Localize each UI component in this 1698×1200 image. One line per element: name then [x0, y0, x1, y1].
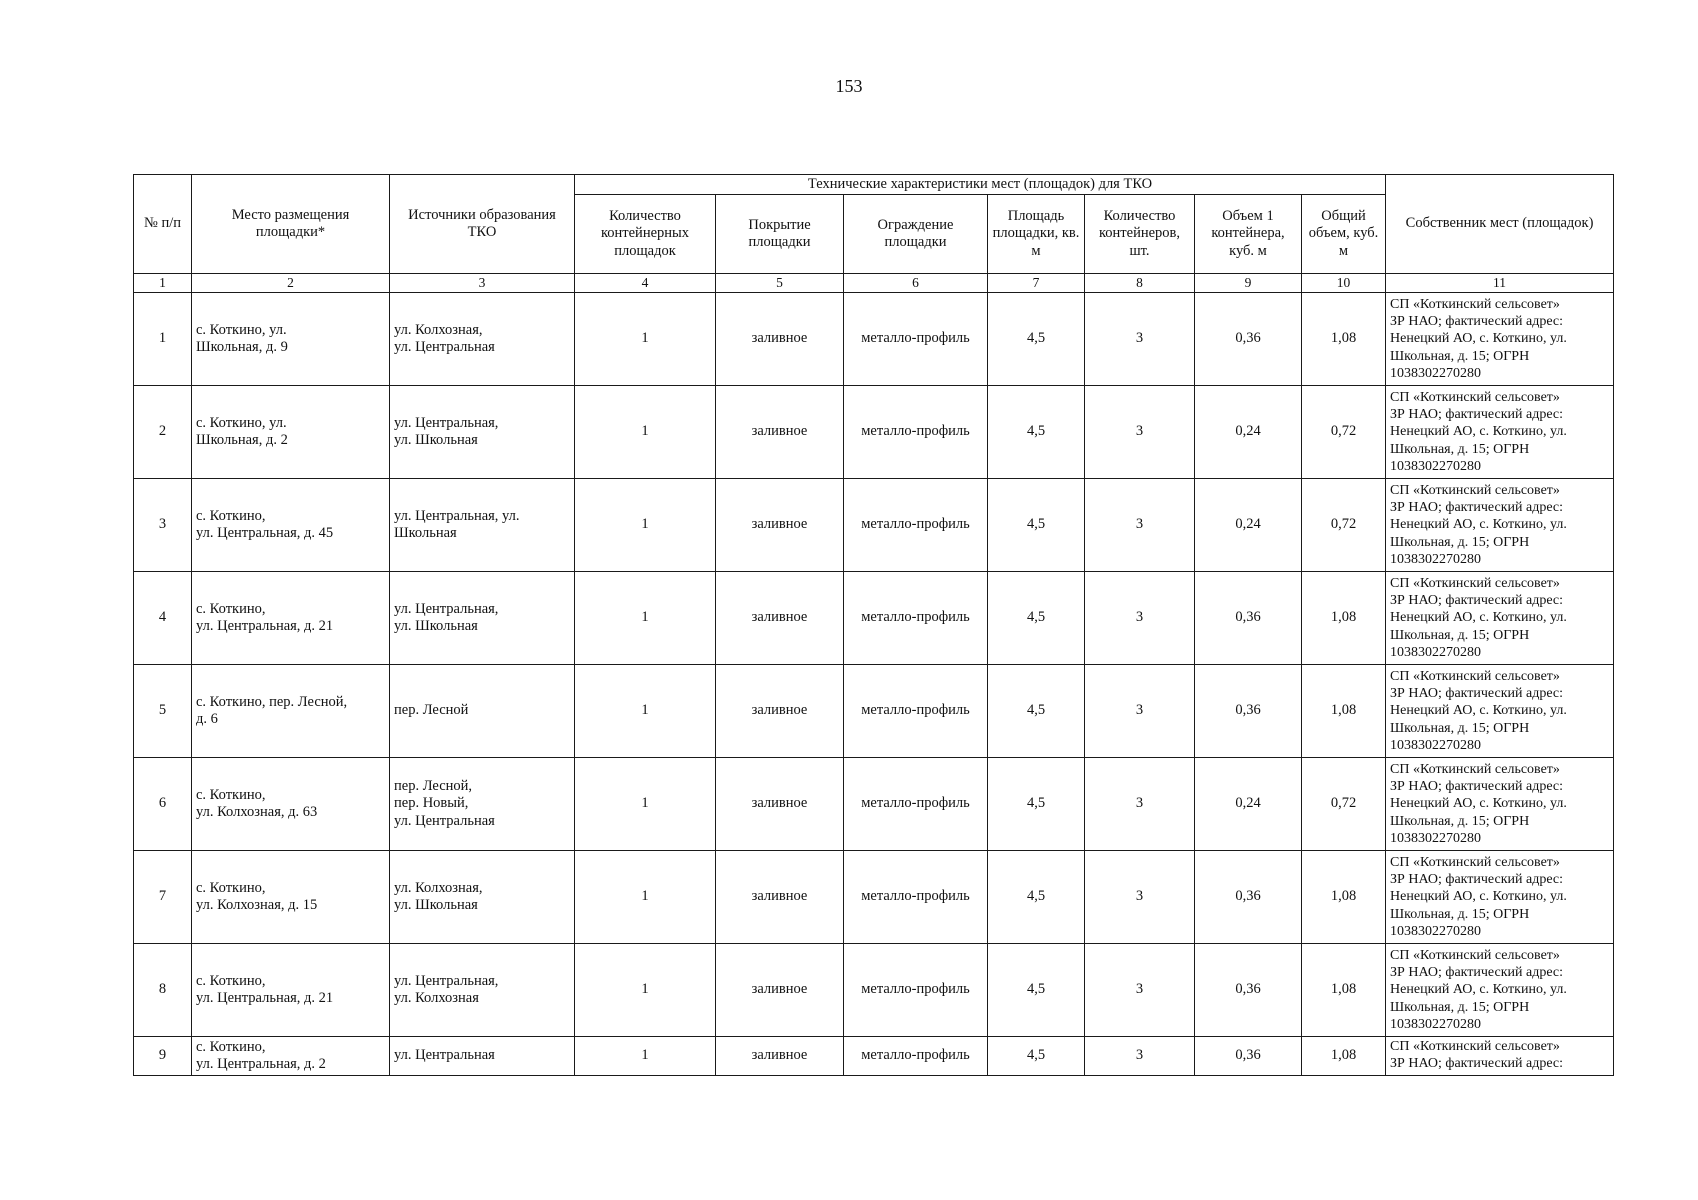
- header-surface: Покрытие площадки: [716, 195, 844, 274]
- cell-line: 1038302270280: [1390, 1016, 1482, 1032]
- cell-line: ЗР НАО; фактический адрес:: [1390, 407, 1563, 423]
- column-number: 2: [192, 274, 390, 293]
- header-num: № п/п: [134, 175, 192, 274]
- cell-line: ул. Центральная, д. 21: [196, 618, 334, 634]
- cell-count-sites: 1: [575, 1037, 716, 1076]
- cell-sources: [390, 386, 575, 479]
- cell-location: [192, 944, 390, 1037]
- cell-line: Ненецкий АО, с. Коткино, ул.: [1390, 796, 1567, 812]
- cell-line: 1038302270280: [1390, 737, 1482, 753]
- cell-location: [192, 572, 390, 665]
- cell-fence: металло-профиль: [844, 758, 988, 851]
- cell-line: с. Коткино,: [196, 507, 266, 524]
- cell-line: ул. Центральная, ул.: [394, 507, 520, 524]
- cell-line: Школьная, д. 2: [196, 432, 288, 448]
- cell-count-containers: 3: [1085, 851, 1195, 944]
- cell-volume-one: 0,36: [1195, 293, 1302, 386]
- cell-volume-total: 1,08: [1302, 851, 1386, 944]
- column-number: 10: [1302, 274, 1386, 293]
- table-row: [134, 479, 1614, 572]
- cell-owner: [1386, 572, 1614, 665]
- cell-count-containers: 3: [1085, 1037, 1195, 1076]
- cell-line: ЗР НАО; фактический адрес:: [1390, 1056, 1563, 1072]
- cell-line: ЗР НАО; фактический адрес:: [1390, 872, 1563, 888]
- column-number: 11: [1386, 274, 1614, 293]
- cell-area: 4,5: [988, 386, 1085, 479]
- cell-line: Ненецкий АО, с. Коткино, ул.: [1390, 703, 1567, 719]
- cell-count-sites: 1: [575, 479, 716, 572]
- cell-line: ЗР НАО; фактический адрес:: [1390, 314, 1563, 330]
- cell-line: ул. Центральная,: [394, 600, 499, 617]
- cell-line: ЗР НАО; фактический адрес:: [1390, 779, 1563, 795]
- cell-owner: [1386, 1037, 1614, 1076]
- cell-volume-one: 0,36: [1195, 572, 1302, 665]
- cell-volume-total: 0,72: [1302, 758, 1386, 851]
- cell-line: Ненецкий АО, с. Коткино, ул.: [1390, 982, 1567, 998]
- column-number: 6: [844, 274, 988, 293]
- cell-line: Ненецкий АО, с. Коткино, ул.: [1390, 424, 1567, 440]
- cell-location: [192, 479, 390, 572]
- cell-count-sites: 1: [575, 572, 716, 665]
- cell-line: ул. Центральная: [394, 812, 495, 829]
- cell-fence: металло-профиль: [844, 479, 988, 572]
- cell-volume-one: 0,24: [1195, 758, 1302, 851]
- table-row: [134, 572, 1614, 665]
- cell-fence: металло-профиль: [844, 572, 988, 665]
- cell-location: [192, 665, 390, 758]
- cell-fence: металло-профиль: [844, 386, 988, 479]
- cell-sources: [390, 665, 575, 758]
- cell-area: 4,5: [988, 851, 1085, 944]
- cell-line: с. Коткино,: [196, 972, 266, 989]
- cell-area: 4,5: [988, 572, 1085, 665]
- table-row: [134, 758, 1614, 851]
- cell-line: Школьная, д. 15; ОГРН: [1390, 348, 1530, 364]
- cell-count-containers: 3: [1085, 665, 1195, 758]
- cell-surface: заливное: [716, 851, 844, 944]
- cell-line: Ненецкий АО, с. Коткино, ул.: [1390, 331, 1567, 347]
- cell-volume-one: 0,36: [1195, 1037, 1302, 1076]
- header-fence: Ограждение площадки: [844, 195, 988, 274]
- cell-num: 5: [134, 665, 192, 758]
- cell-num: 2: [134, 386, 192, 479]
- cell-line: с. Коткино, ул.: [196, 414, 287, 431]
- cell-line: ул. Центральная,: [394, 414, 499, 431]
- cell-owner: [1386, 758, 1614, 851]
- cell-volume-one: 0,36: [1195, 665, 1302, 758]
- cell-volume-total: 1,08: [1302, 1037, 1386, 1076]
- cell-num: 3: [134, 479, 192, 572]
- cell-sources: [390, 944, 575, 1037]
- page-number: 153: [835, 76, 863, 96]
- cell-line: с. Коткино,: [196, 600, 266, 617]
- cell-line: 1038302270280: [1390, 923, 1482, 939]
- cell-count-containers: 3: [1085, 572, 1195, 665]
- cell-volume-one: 0,36: [1195, 851, 1302, 944]
- header-location: Место размещения площадки*: [192, 175, 390, 274]
- cell-surface: заливное: [716, 572, 844, 665]
- cell-sources: [390, 851, 575, 944]
- cell-line: СП «Коткинский сельсовет»: [1390, 576, 1560, 592]
- cell-surface: заливное: [716, 479, 844, 572]
- cell-fence: металло-профиль: [844, 665, 988, 758]
- cell-location: [192, 1037, 390, 1076]
- cell-line: Ненецкий АО, с. Коткино, ул.: [1390, 517, 1567, 533]
- cell-line: Школьная, д. 15; ОГРН: [1390, 441, 1530, 457]
- cell-owner: [1386, 851, 1614, 944]
- cell-line: 1038302270280: [1390, 551, 1482, 567]
- cell-line: СП «Коткинский сельсовет»: [1390, 297, 1560, 313]
- cell-count-sites: 1: [575, 944, 716, 1037]
- cell-fence: металло-профиль: [844, 1037, 988, 1076]
- cell-line: ул. Центральная,: [394, 972, 499, 989]
- cell-fence: металло-профиль: [844, 293, 988, 386]
- cell-owner: [1386, 386, 1614, 479]
- cell-line: ул. Колхозная, д. 15: [196, 897, 318, 913]
- cell-location: [192, 386, 390, 479]
- cell-num: 1: [134, 293, 192, 386]
- cell-line: ул. Колхозная,: [394, 879, 483, 896]
- cell-line: Школьная, д. 15; ОГРН: [1390, 720, 1530, 736]
- cell-volume-total: 1,08: [1302, 572, 1386, 665]
- cell-count-containers: 3: [1085, 758, 1195, 851]
- column-number: 1: [134, 274, 192, 293]
- cell-location: [192, 758, 390, 851]
- cell-line: пер. Лесной: [394, 702, 469, 719]
- cell-count-sites: 1: [575, 758, 716, 851]
- cell-surface: заливное: [716, 1037, 844, 1076]
- cell-line: Школьная, д. 15; ОГРН: [1390, 813, 1530, 829]
- cell-count-containers: 3: [1085, 386, 1195, 479]
- cell-line: ЗР НАО; фактический адрес:: [1390, 965, 1563, 981]
- table-row: [134, 944, 1614, 1037]
- cell-line: с. Коткино,: [196, 786, 266, 803]
- cell-num: 6: [134, 758, 192, 851]
- cell-surface: заливное: [716, 758, 844, 851]
- table-row: [134, 1037, 1614, 1076]
- cell-area: 4,5: [988, 665, 1085, 758]
- cell-area: 4,5: [988, 293, 1085, 386]
- cell-location: [192, 851, 390, 944]
- header-area: Площадь площадки, кв. м: [988, 195, 1085, 274]
- header-volume-total: Общий объем, куб. м: [1302, 195, 1386, 274]
- cell-volume-total: 1,08: [1302, 665, 1386, 758]
- cell-line: ул. Центральная, д. 2: [196, 1056, 326, 1072]
- cell-line: СП «Коткинский сельсовет»: [1390, 669, 1560, 685]
- header-owner: Собственник мест (площадок): [1386, 175, 1614, 274]
- cell-line: СП «Коткинский сельсовет»: [1390, 483, 1560, 499]
- cell-line: с. Коткино,: [196, 1038, 266, 1055]
- cell-line: 1038302270280: [1390, 644, 1482, 660]
- cell-sources: [390, 572, 575, 665]
- cell-line: ул. Школьная: [394, 897, 478, 913]
- header-count-sites: Количество контейнерных площадок: [575, 195, 716, 274]
- cell-num: 7: [134, 851, 192, 944]
- cell-line: Ненецкий АО, с. Коткино, ул.: [1390, 610, 1567, 626]
- cell-area: 4,5: [988, 944, 1085, 1037]
- cell-location: [192, 293, 390, 386]
- cell-sources: [390, 293, 575, 386]
- header-sources: Источники образования ТКО: [390, 175, 575, 274]
- cell-line: СП «Коткинский сельсовет»: [1390, 948, 1560, 964]
- cell-line: ул. Центральная, д. 45: [196, 525, 334, 541]
- cell-volume-one: 0,24: [1195, 479, 1302, 572]
- column-number: 8: [1085, 274, 1195, 293]
- cell-volume-total: 1,08: [1302, 293, 1386, 386]
- cell-line: Школьная, д. 15; ОГРН: [1390, 627, 1530, 643]
- cell-line: ул. Школьная: [394, 618, 478, 634]
- cell-area: 4,5: [988, 479, 1085, 572]
- cell-line: ул. Центральная: [394, 1047, 495, 1064]
- cell-line: ул. Центральная: [394, 339, 495, 355]
- cell-line: ул. Колхозная, д. 63: [196, 804, 318, 820]
- cell-num: 4: [134, 572, 192, 665]
- cell-count-sites: 1: [575, 386, 716, 479]
- cell-line: с. Коткино,: [196, 879, 266, 896]
- cell-line: ЗР НАО; фактический адрес:: [1390, 686, 1563, 702]
- cell-line: СП «Коткинский сельсовет»: [1390, 855, 1560, 871]
- cell-line: ул. Колхозная,: [394, 321, 483, 338]
- cell-volume-total: 0,72: [1302, 479, 1386, 572]
- cell-area: 4,5: [988, 1037, 1085, 1076]
- header-count-containers: Количество контейнеров, шт.: [1085, 195, 1195, 274]
- cell-line: Школьная, д. 15; ОГРН: [1390, 906, 1530, 922]
- cell-line: ул. Школьная: [394, 432, 478, 448]
- cell-line: Школьная, д. 15; ОГРН: [1390, 534, 1530, 550]
- cell-fence: металло-профиль: [844, 944, 988, 1037]
- cell-line: пер. Лесной,: [394, 777, 473, 794]
- cell-line: пер. Новый,: [394, 795, 469, 812]
- cell-fence: металло-профиль: [844, 851, 988, 944]
- column-number: 9: [1195, 274, 1302, 293]
- column-number: 7: [988, 274, 1085, 293]
- cell-line: СП «Коткинский сельсовет»: [1390, 390, 1560, 406]
- table-row: [134, 665, 1614, 758]
- cell-line: ЗР НАО; фактический адрес:: [1390, 593, 1563, 609]
- table-row: [134, 293, 1614, 386]
- cell-count-containers: 3: [1085, 293, 1195, 386]
- cell-line: СП «Коткинский сельсовет»: [1390, 1039, 1560, 1054]
- cell-sources: [390, 1037, 575, 1076]
- cell-surface: заливное: [716, 293, 844, 386]
- cell-volume-total: 0,72: [1302, 386, 1386, 479]
- cell-line: Ненецкий АО, с. Коткино, ул.: [1390, 889, 1567, 905]
- cell-owner: [1386, 293, 1614, 386]
- cell-count-sites: 1: [575, 665, 716, 758]
- cell-owner: [1386, 944, 1614, 1037]
- cell-line: с. Коткино, ул.: [196, 321, 287, 338]
- cell-line: 1038302270280: [1390, 830, 1482, 846]
- table-row: [134, 851, 1614, 944]
- cell-line: с. Коткино, пер. Лесной,: [196, 693, 348, 710]
- cell-line: Школьная, д. 15; ОГРН: [1390, 999, 1530, 1015]
- cell-owner: [1386, 665, 1614, 758]
- cell-line: ул. Колхозная: [394, 990, 479, 1006]
- cell-count-sites: 1: [575, 851, 716, 944]
- column-number: 4: [575, 274, 716, 293]
- cell-count-containers: 3: [1085, 944, 1195, 1037]
- column-number: 5: [716, 274, 844, 293]
- header-volume-one: Объем 1 контейнера, куб. м: [1195, 195, 1302, 274]
- cell-sources: [390, 758, 575, 851]
- waste-sites-table: [133, 174, 1614, 1076]
- cell-count-containers: 3: [1085, 479, 1195, 572]
- cell-num: 8: [134, 944, 192, 1037]
- table-row: [134, 386, 1614, 479]
- cell-surface: заливное: [716, 944, 844, 1037]
- column-number-row: [134, 274, 1614, 293]
- cell-count-sites: 1: [575, 293, 716, 386]
- column-number: 3: [390, 274, 575, 293]
- cell-surface: заливное: [716, 665, 844, 758]
- cell-area: 4,5: [988, 758, 1085, 851]
- cell-line: Школьная, д. 9: [196, 339, 288, 355]
- cell-line: 1038302270280: [1390, 365, 1482, 381]
- cell-sources: [390, 479, 575, 572]
- cell-line: ул. Центральная, д. 21: [196, 990, 334, 1006]
- cell-num: 9: [134, 1037, 192, 1076]
- cell-owner: [1386, 479, 1614, 572]
- cell-line: д. 6: [196, 711, 218, 727]
- cell-line: СП «Коткинский сельсовет»: [1390, 762, 1560, 778]
- cell-surface: заливное: [716, 386, 844, 479]
- cell-volume-total: 1,08: [1302, 944, 1386, 1037]
- cell-line: Школьная: [394, 525, 457, 541]
- cell-volume-one: 0,36: [1195, 944, 1302, 1037]
- cell-line: ЗР НАО; фактический адрес:: [1390, 500, 1563, 516]
- cell-line: 1038302270280: [1390, 458, 1482, 474]
- header-technical-group: Технические характеристики мест (площадок) для ТКО: [575, 175, 1386, 195]
- cell-volume-one: 0,24: [1195, 386, 1302, 479]
